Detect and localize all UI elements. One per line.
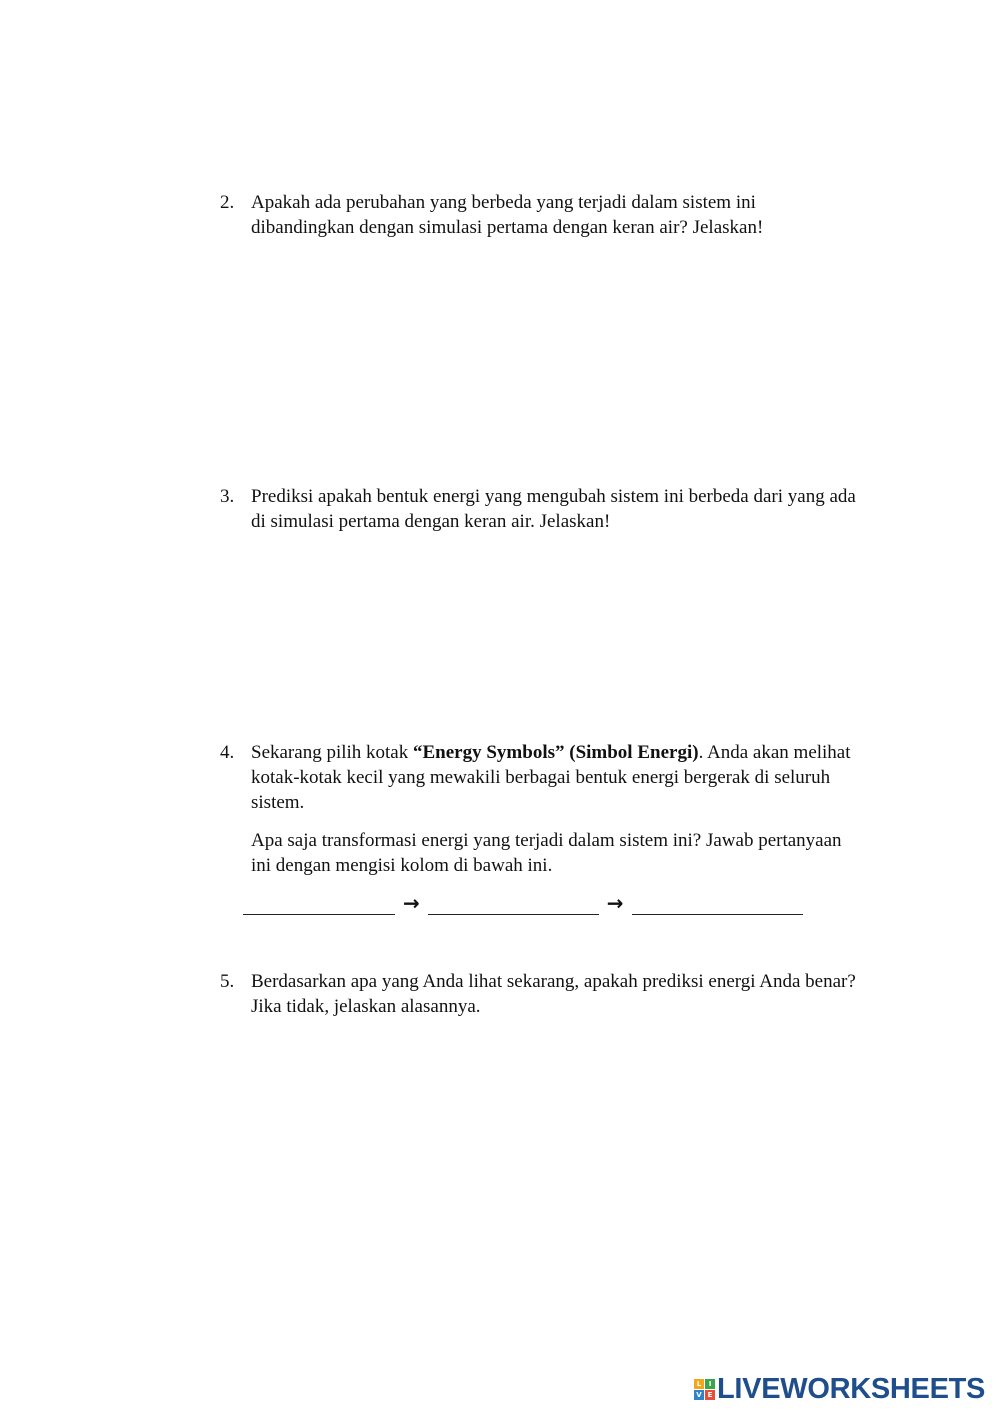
question-text: Prediksi apakah bentuk energi yang mengubah sistem ini berbeda dari yang ada di simulasi pertama dengan keran air. Jelaskan! — [251, 486, 856, 532]
question-text-second: Apa saja transformasi energi yang terjadi dalam sistem ini? Jawab pertanyaan ini dengan mengisi kolom di bawah ini. — [251, 830, 842, 876]
answer-blank-3[interactable] — [632, 890, 803, 915]
question-number: 4. — [220, 742, 235, 763]
energy-transformation-answer-row — [243, 890, 803, 915]
question-text: Berdasarkan apa yang Anda lihat sekarang, apakah prediksi energi Anda benar? Jika tidak, jelaskan alasannya. — [251, 971, 856, 1017]
question-number: 2. — [220, 192, 235, 213]
question-3 — [220, 484, 860, 534]
liveworksheets-logo — [694, 1373, 985, 1405]
logo-text: LIVEWORKSHEETS — [717, 1373, 986, 1405]
question-text-after: . Anda akan melihat kotak-kotak kecil yang mewakili berbagai bentuk energi bergerak di seluruh sistem. — [251, 742, 851, 813]
question-5 — [220, 969, 860, 1019]
energy-symbols-label: “Energy Symbols” (Simbol Energi) — [413, 742, 699, 763]
question-4 — [220, 740, 860, 878]
logo-letter-l: L — [694, 1379, 704, 1389]
question-number: 3. — [220, 486, 235, 507]
question-text: Apakah ada perubahan yang berbeda yang terjadi dalam sistem ini dibandingkan dengan simulasi pertama dengan keran air? Jelaskan! — [251, 192, 764, 238]
question-text — [251, 740, 860, 815]
logo-letter-e: E — [705, 1390, 715, 1400]
answer-blank-1[interactable] — [243, 890, 395, 915]
right-arrow-icon: → — [606, 891, 624, 915]
logo-letter-v: V — [694, 1390, 704, 1400]
logo-letter-i: I — [705, 1379, 715, 1389]
answer-blank-2[interactable] — [428, 890, 599, 915]
question-text-before: Sekarang pilih kotak — [251, 742, 413, 763]
logo-grid-icon — [694, 1379, 715, 1400]
right-arrow-icon: → — [403, 891, 420, 915]
question-number: 5. — [220, 971, 235, 992]
question-2 — [220, 190, 860, 240]
